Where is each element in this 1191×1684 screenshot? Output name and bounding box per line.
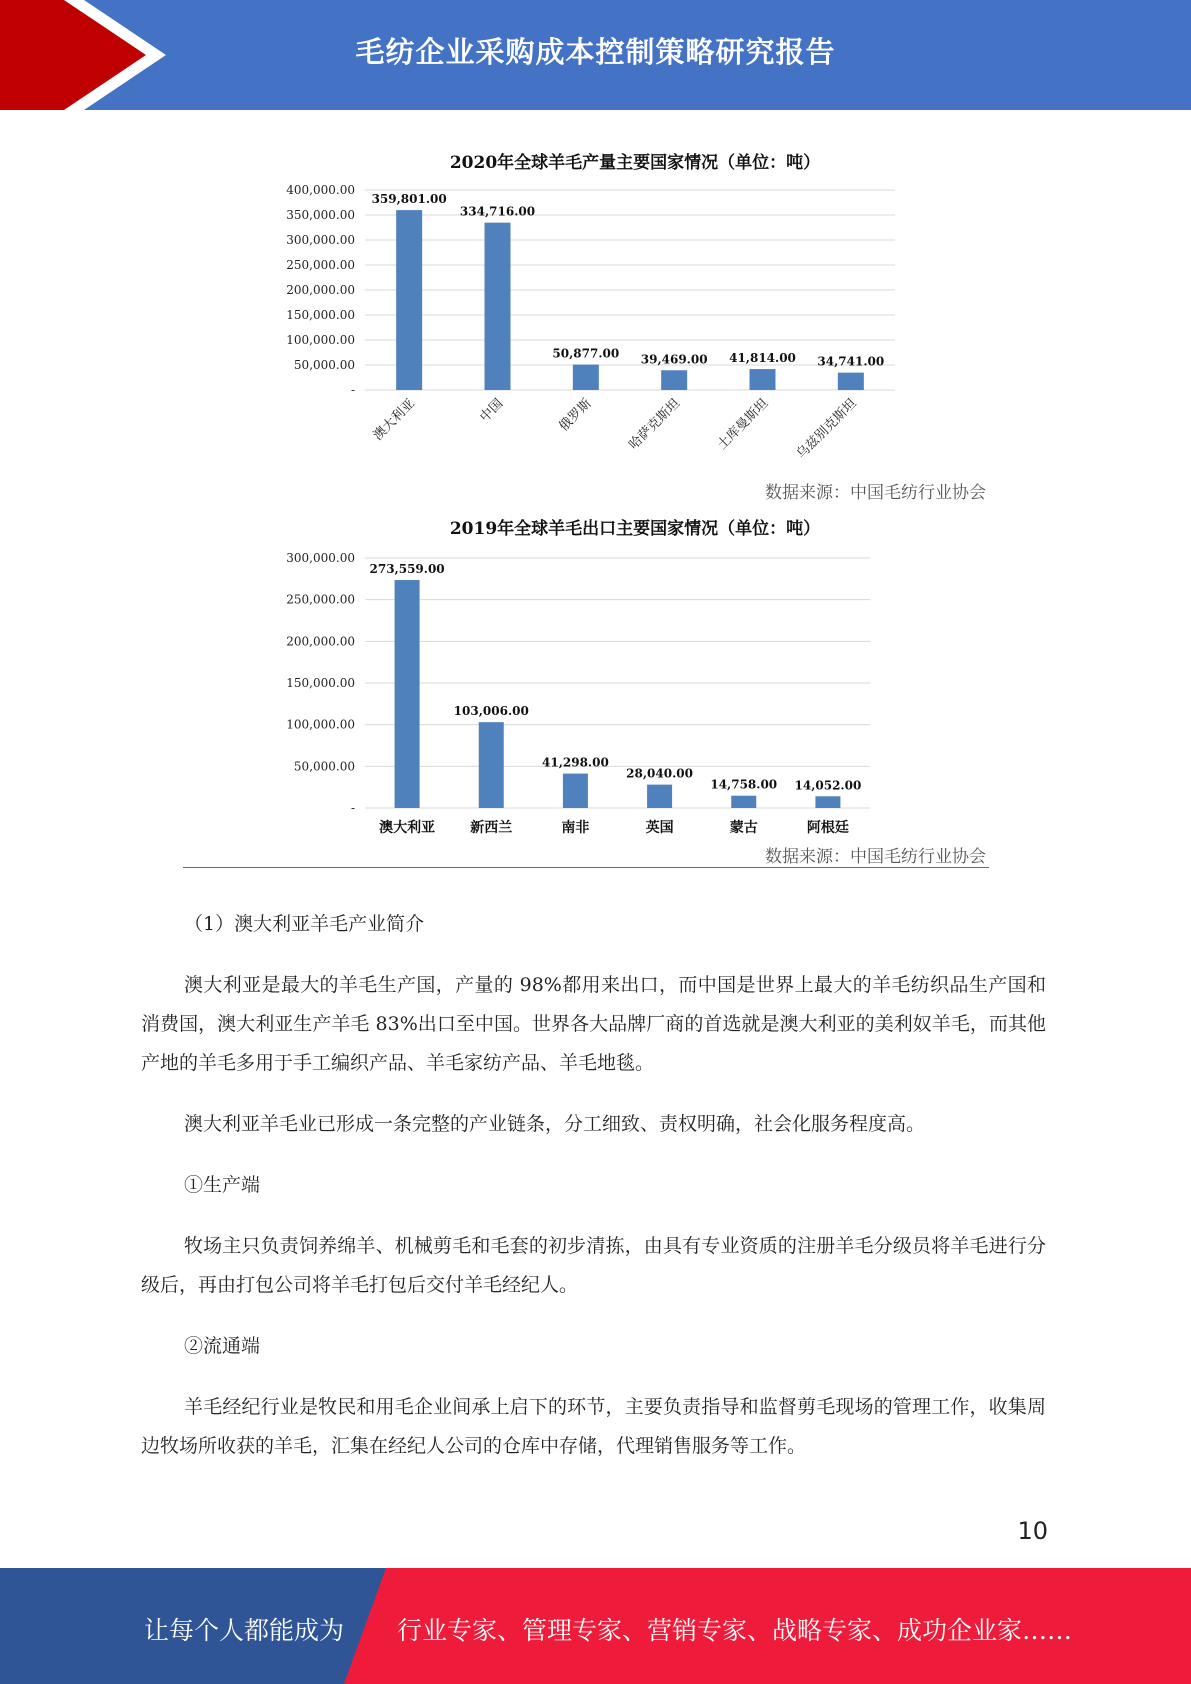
- y-tick-label: 250,000.00: [286, 258, 355, 272]
- page-number: 10: [1017, 1517, 1048, 1545]
- footer-slogan-right: 行业专家、管理专家、营销专家、战略专家、成功企业家……: [397, 1616, 1073, 1645]
- data-label: 39,469.00: [640, 352, 708, 367]
- y-tick-label: 300,000.00: [286, 233, 355, 247]
- x-tick-label: 哈萨克斯坦: [626, 396, 683, 453]
- subheading: ②流通端: [184, 1335, 261, 1357]
- data-label: 50,877.00: [552, 346, 620, 361]
- bar: [395, 580, 420, 808]
- data-label: 34,741.00: [817, 354, 885, 369]
- y-tick-label: 150,000.00: [286, 676, 355, 690]
- export-chart-plot: [280, 508, 990, 848]
- y-tick-label: -: [350, 383, 355, 397]
- page-footer: [0, 1568, 1191, 1684]
- x-tick-label: 蒙古: [729, 820, 758, 836]
- bar: [563, 774, 588, 808]
- x-tick-label: 南非: [561, 820, 590, 836]
- page-header: [0, 0, 1191, 110]
- production-chart-plot: [280, 140, 990, 480]
- paragraph: 澳大利亚是最大的羊毛生产国，产量的 98%都用来出口，而中国是世界上最大的羊毛纺织品生产国和消费国，澳大利亚生产羊毛 83%出口至中国。世界各大品牌厂商的首选就是澳大利亚的美利奴羊毛，而其他产地的羊毛多用于手工编织产品、羊毛家纺产品、羊毛地毯。: [141, 974, 1046, 1074]
- y-tick-label: 50,000.00: [293, 759, 355, 774]
- bar: [661, 370, 687, 390]
- y-tick-label: 100,000.00: [286, 717, 355, 732]
- export-chart: [280, 508, 990, 868]
- chart-source: 数据来源：中国毛纺行业协会: [765, 847, 986, 867]
- x-tick-label: 新西兰: [470, 820, 513, 836]
- x-tick-label: 俄罗斯: [556, 396, 595, 435]
- data-label: 14,758.00: [710, 777, 778, 792]
- y-tick-label: 350,000.00: [286, 208, 355, 222]
- y-tick-label: 200,000.00: [286, 283, 355, 297]
- bar: [731, 796, 756, 808]
- y-tick-label: -: [350, 801, 355, 815]
- bar: [838, 373, 864, 390]
- y-tick-label: 300,000.00: [286, 551, 355, 565]
- bar: [396, 210, 422, 390]
- x-tick-label: 土库曼斯坦: [714, 396, 772, 453]
- header-title: 毛纺企业采购成本控制策略研究报告: [355, 35, 836, 69]
- paragraph: 羊毛经纪行业是牧民和用毛企业间承上启下的环节，主要负责指导和监督剪毛现场的管理工作，收集周边牧场所收获的羊毛，汇集在经纪人公司的仓库中存储，代理销售服务等工作。: [141, 1396, 1046, 1457]
- data-label: 359,801.00: [371, 192, 447, 207]
- bar: [573, 365, 599, 390]
- x-tick-label: 中国: [477, 396, 507, 426]
- data-label: 273,559.00: [369, 562, 445, 577]
- bar: [750, 369, 776, 390]
- x-tick-label: 乌兹别克斯坦: [793, 396, 860, 462]
- production-chart: [280, 140, 990, 505]
- x-tick-label: 澳大利亚: [379, 820, 436, 836]
- paragraph: 澳大利亚羊毛业已形成一条完整的产业链条，分工细致、责权明确，社会化服务程度高。: [184, 1113, 926, 1135]
- data-label: 14,052.00: [794, 778, 862, 793]
- data-label: 41,298.00: [542, 755, 609, 770]
- y-tick-label: 250,000.00: [286, 592, 355, 607]
- bar: [485, 223, 511, 390]
- y-tick-label: 150,000.00: [286, 308, 355, 322]
- chart-source: 数据来源：中国毛纺行业协会: [765, 483, 986, 503]
- x-tick-label: 英国: [645, 820, 674, 836]
- subheading: ①生产端: [184, 1174, 261, 1196]
- bar: [815, 796, 840, 808]
- y-tick-label: 200,000.00: [286, 634, 355, 649]
- data-label: 41,814.00: [729, 351, 796, 366]
- y-tick-label: 50,000.00: [293, 358, 355, 372]
- data-label: 28,040.00: [626, 766, 693, 781]
- y-tick-label: 100,000.00: [286, 333, 355, 347]
- chart-title: 2020年全球羊毛产量主要国家情况（单位：吨）: [449, 153, 821, 173]
- footer-slogan-left: 让每个人都能成为: [144, 1616, 345, 1645]
- data-label: 103,006.00: [453, 704, 529, 719]
- chart-title: 2019年全球羊毛出口主要国家情况（单位：吨）: [449, 519, 821, 539]
- chart-divider: [183, 867, 989, 868]
- bar: [479, 722, 504, 808]
- data-label: 334,716.00: [459, 204, 536, 219]
- x-tick-label: 澳大利亚: [370, 396, 418, 444]
- section-heading: （1）澳大利亚羊毛产业简介: [184, 913, 425, 935]
- x-tick-label: 阿根廷: [806, 820, 849, 836]
- bar: [647, 785, 672, 808]
- body-content: [141, 905, 1046, 1466]
- y-tick-label: 400,000.00: [286, 183, 355, 197]
- paragraph: 牧场主只负责饲养绵羊、机械剪毛和毛套的初步清拣，由具有专业资质的注册羊毛分级员将羊毛进行分级后，再由打包公司将羊毛打包后交付羊毛经纪人。: [141, 1235, 1046, 1296]
